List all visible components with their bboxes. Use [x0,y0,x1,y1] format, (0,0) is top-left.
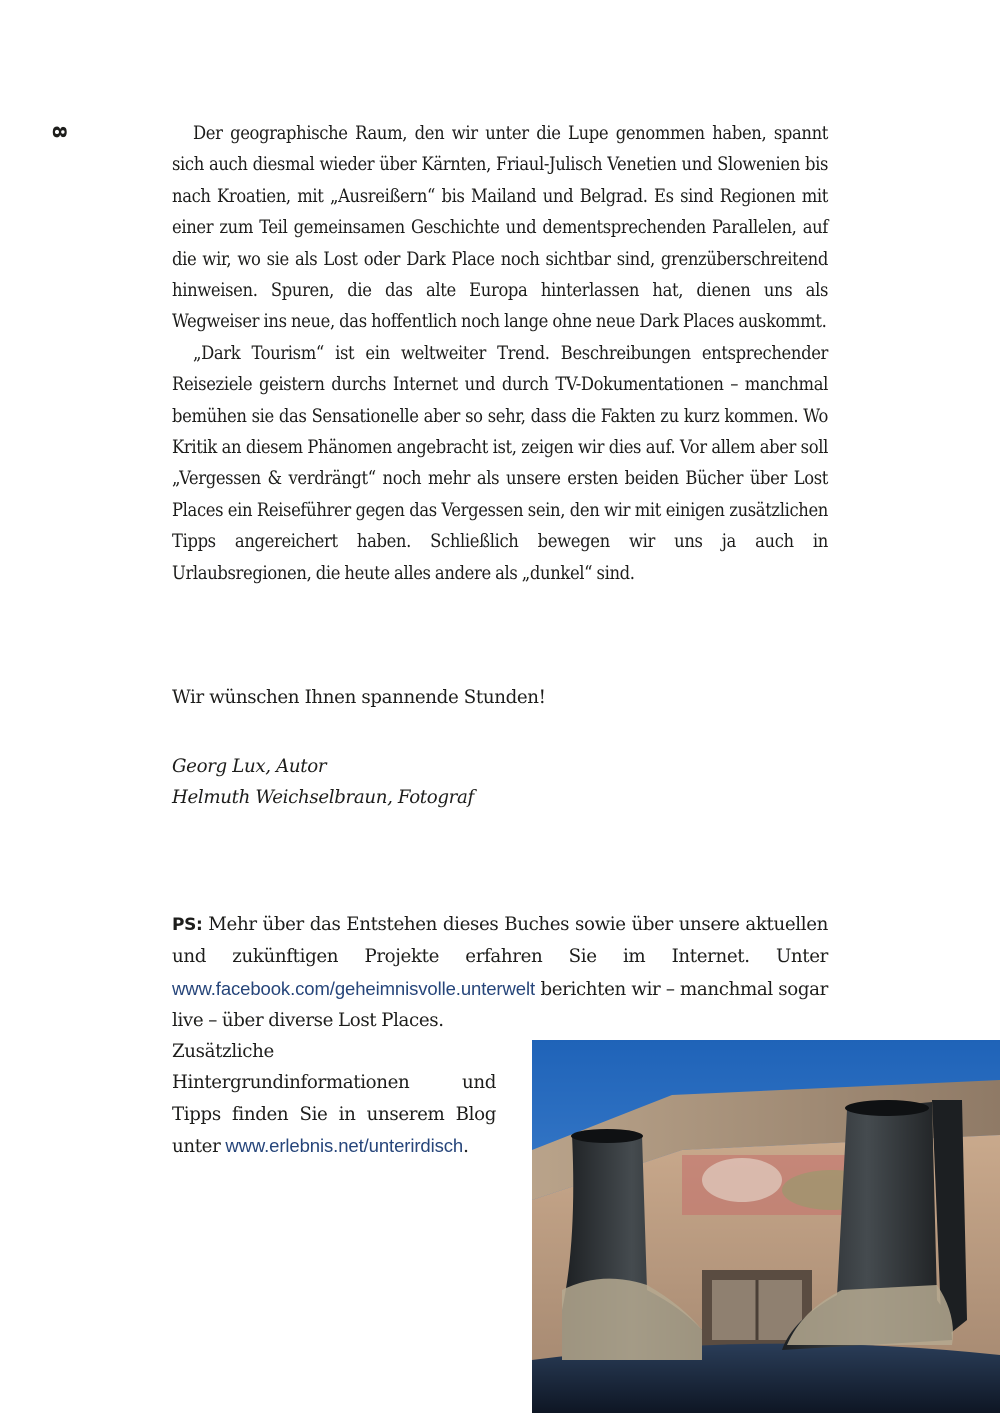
photographer-signature: Helmuth Weichselbraun, Fotograf [172,787,474,809]
page-number: 8 [48,125,70,139]
ps-label: PS: [172,915,203,935]
main-text [172,118,828,589]
blog-link[interactable]: www.erlebnis.net/unterirdisch [225,1135,464,1157]
postscript-paragraph [172,909,828,1037]
blog-text: Zusätzliche Hintergrundinformationen und Tipps finden Sie in unserem Blog unter [172,1041,496,1158]
blog-text-wrapper [172,1036,496,1163]
paragraph: Der geographische Raum, den wir unter die Lupe genommen haben, spannt sich auch diesmal wieder über Kärnten, Friaul-Julisch Venetien und Slowenien bis nach Kroatien, mit „Ausreißern“ bis Mailand und Belgrad. Es sind Regionen mit einer zum Teil gemeinsamen Geschichte und dementsprechenden Parallelen, auf die wir, wo sie als Lost oder Dark Place noch sichtbar sind, grenzüberschreitend hinweisen. Spuren, die das alte Europa hinterlassen hat, dienen uns als Wegweiser ins neue, das hoffentlich noch lange ohne neue Dark Places auskommt. [172,123,828,333]
ps-text: Mehr über das Entstehen dieses Buches sowie über unsere aktuellen und zukünftigen Projekte erfahren Sie im Internet. Unter [172,914,828,968]
postscript [172,909,828,1037]
signature-block [172,751,474,814]
blog-text-end: . [463,1136,469,1158]
author-signature: Georg Lux, Autor [172,756,327,777]
blog-paragraph [172,1036,496,1163]
greeting: Wir wünschen Ihnen spannende Stunden! [172,687,546,708]
ps-text-end: berichten wir – manchmal sogar live – über diverse Lost Places. [172,978,828,1032]
rubber-boots-photo [532,1040,1000,1413]
photo-rubber-boots [532,1040,1000,1413]
facebook-link[interactable]: www.facebook.com/geheimnisvolle.unterwelt [172,977,535,999]
paragraph: „Dark Tourism“ ist ein weltweiter Trend. Beschreibungen entsprechender Reiseziele geistern durchs Internet und durch TV-Dokumentationen – manchmal bemühen sie das Sensationelle aber so sehr, dass die Fakten zu kurz kommen. Wo Kritik an diesem Phänomen angebracht ist, zeigen wir dies auf. Vor allem aber soll „Vergessen & verdrängt“ noch mehr als unsere ersten beiden Bücher über Lost Places ein Reiseführer gegen das Vergessen sein, den wir mit einigen zusätzlichen Tipps angereichert haben. Schließlich bewegen wir uns ja auch in Urlaubsregionen, die heute alles andere als „dunkel“ sind. [172,342,828,584]
